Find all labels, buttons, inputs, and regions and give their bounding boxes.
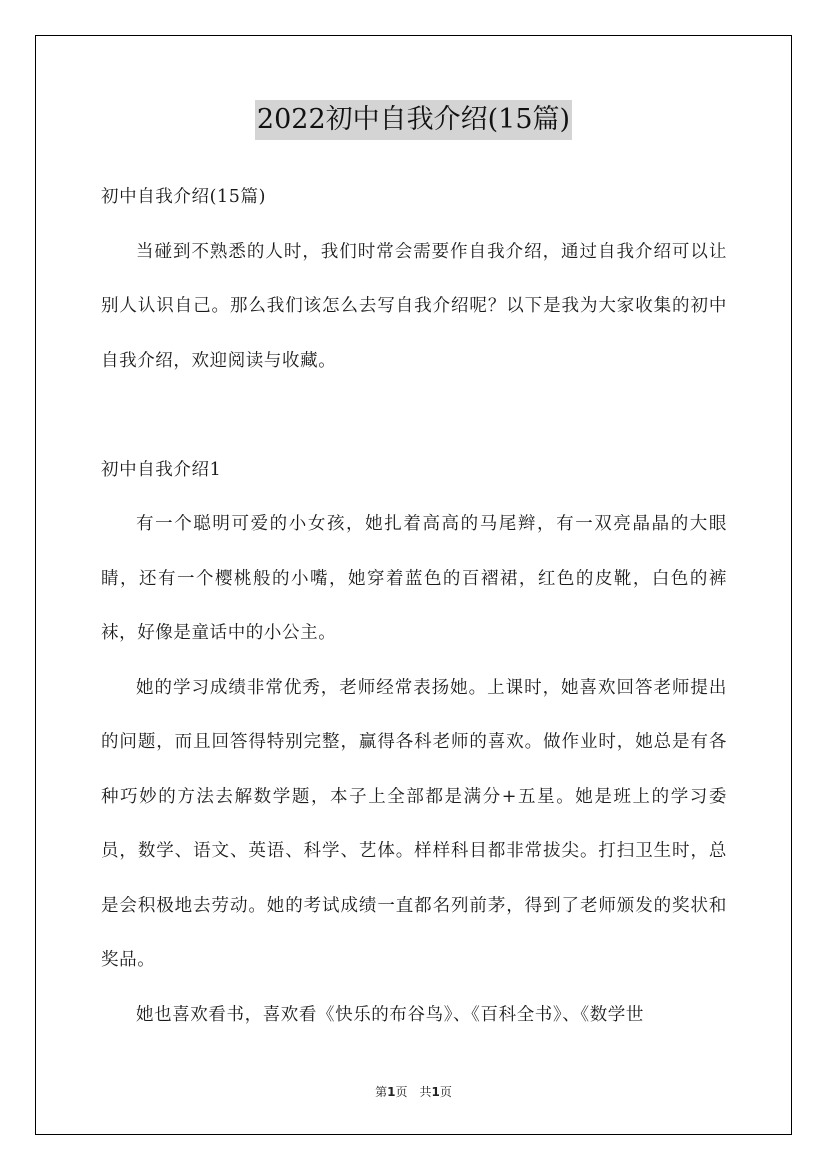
body-paragraph-1: 有一个聪明可爱的小女孩，她扎着高高的马尾辫，有一双亮晶晶的大眼睛，还有一个樱桃般的小嘴，她穿着蓝色的百褶裙，红色的皮靴，白色的裤袜，好像是童话中的小公主。	[101, 514, 727, 643]
page-total: 1	[431, 1085, 440, 1099]
document-subtitle: 初中自我介绍(15篇)	[101, 187, 267, 207]
page-current: 1	[387, 1085, 396, 1099]
total-prefix: 共	[419, 1085, 432, 1099]
title-container	[0, 100, 827, 140]
total-suffix: 页	[439, 1085, 452, 1099]
body-paragraph-3: 她也喜欢看书，喜欢看《快乐的布谷鸟》、《百科全书》、《数学世	[136, 1004, 644, 1025]
blank-line	[101, 388, 727, 443]
document-body	[101, 170, 727, 1042]
intro-paragraph: 当碰到不熟悉的人时，我们时常会需要作自我介绍，通过自我介绍可以让别人认识自己。那么我们该怎么去写自我介绍呢？以下是我为大家收集的初中自我介绍，欢迎阅读与收藏。	[101, 241, 727, 371]
body-paragraph-2: 她的学习成绩非常优秀，老师经常表扬她。上课时，她喜欢回答老师提出的问题，而且回答得特别完整，赢得各科老师的喜欢。做作业时，她总是有各种巧妙的方法去解数学题，本子上全部都是满分+五星。她是班上的学习委员，数学、语文、英语、科学、艺体。样样科目都非常拔尖。打扫卫生时，总是会积极地去劳动。她的考试成绩一直都名列前茅，得到了老师颁发的奖状和奖品。	[101, 677, 727, 970]
page-prefix: 第	[375, 1085, 388, 1099]
page-footer	[0, 1083, 827, 1100]
page-suffix: 页	[395, 1085, 408, 1099]
document-title: 2022初中自我介绍(15篇)	[255, 100, 572, 140]
section-heading: 初中自我介绍1	[101, 459, 222, 480]
